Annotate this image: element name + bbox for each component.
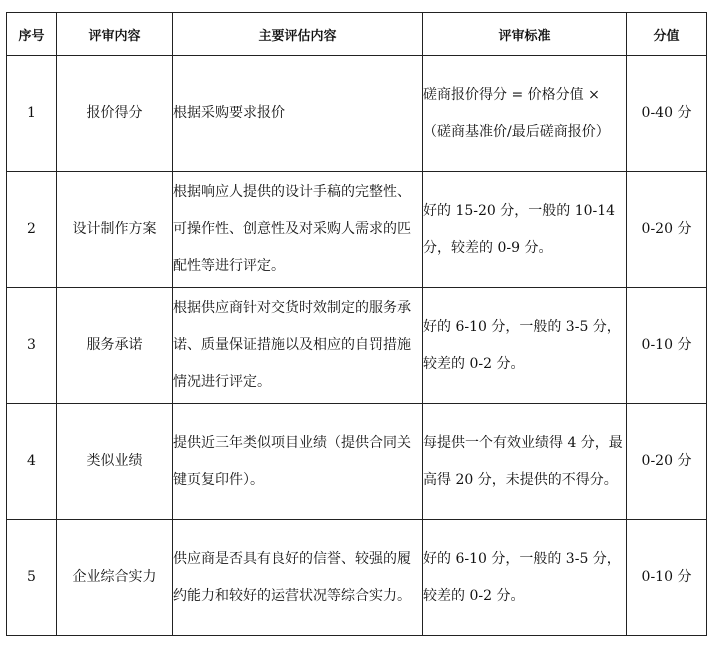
table-header-row — [7, 13, 707, 56]
row-main-content — [173, 404, 423, 520]
row-serial-number: 2 — [7, 172, 57, 288]
row-review-standard-text: 磋商报价得分 = 价格分值 ×（磋商基准价/最后磋商报价） — [423, 86, 610, 140]
row-review-standard-text: 好的 6-10 分，一般的 3-5 分，较差的 0-2 分。 — [423, 318, 621, 372]
table-row — [7, 288, 707, 404]
row-main-content-text: 根据响应人提供的设计手稿的完整性、可操作性、创意性及对采购人需求的匹配性等进行评定。 — [173, 184, 411, 274]
row-review-item: 企业综合实力 — [57, 520, 173, 636]
row-review-item: 设计制作方案 — [57, 172, 173, 288]
header-serial-number: 序号 — [7, 13, 57, 56]
header-main-content: 主要评估内容 — [173, 13, 423, 56]
header-review-standard: 评审标准 — [423, 13, 627, 56]
row-review-item: 类似业绩 — [57, 404, 173, 520]
row-review-standard — [423, 288, 627, 404]
row-score: 0-20 分 — [627, 172, 707, 288]
row-serial-number: 1 — [7, 56, 57, 172]
table-row — [7, 404, 707, 520]
row-review-standard — [423, 520, 627, 636]
table-row — [7, 172, 707, 288]
row-main-content-text: 根据供应商针对交货时效制定的服务承诺、质量保证措施以及相应的自罚措施情况进行评定。 — [173, 300, 411, 390]
row-main-content — [173, 56, 423, 172]
row-main-content — [173, 172, 423, 288]
row-main-content — [173, 520, 423, 636]
row-serial-number: 4 — [7, 404, 57, 520]
row-main-content — [173, 288, 423, 404]
table-row — [7, 520, 707, 636]
header-score: 分值 — [627, 13, 707, 56]
row-score: 0-10 分 — [627, 520, 707, 636]
row-review-standard — [423, 404, 627, 520]
row-score: 0-20 分 — [627, 404, 707, 520]
row-score: 0-10 分 — [627, 288, 707, 404]
row-review-standard — [423, 56, 627, 172]
row-review-standard-text: 好的 6-10 分，一般的 3-5 分，较差的 0-2 分。 — [423, 550, 621, 604]
evaluation-table — [6, 12, 707, 636]
row-main-content-text: 提供近三年类似项目业绩（提供合同关键页复印件）。 — [173, 434, 411, 488]
row-main-content-text: 供应商是否具有良好的信誉、较强的履约能力和较好的运营状况等综合实力。 — [173, 550, 411, 604]
row-review-standard — [423, 172, 627, 288]
table-row — [7, 56, 707, 172]
row-review-item: 服务承诺 — [57, 288, 173, 404]
row-main-content-text: 根据采购要求报价 — [173, 105, 285, 121]
row-review-standard-text: 每提供一个有效业绩得 4 分，最高得 20 分，未提供的不得分。 — [423, 434, 623, 488]
row-review-standard-text: 好的 15-20 分，一般的 10-14 分，较差的 0-9 分。 — [423, 202, 616, 256]
row-score: 0-40 分 — [627, 56, 707, 172]
header-review-item: 评审内容 — [57, 13, 173, 56]
row-serial-number: 3 — [7, 288, 57, 404]
row-serial-number: 5 — [7, 520, 57, 636]
row-review-item: 报价得分 — [57, 56, 173, 172]
